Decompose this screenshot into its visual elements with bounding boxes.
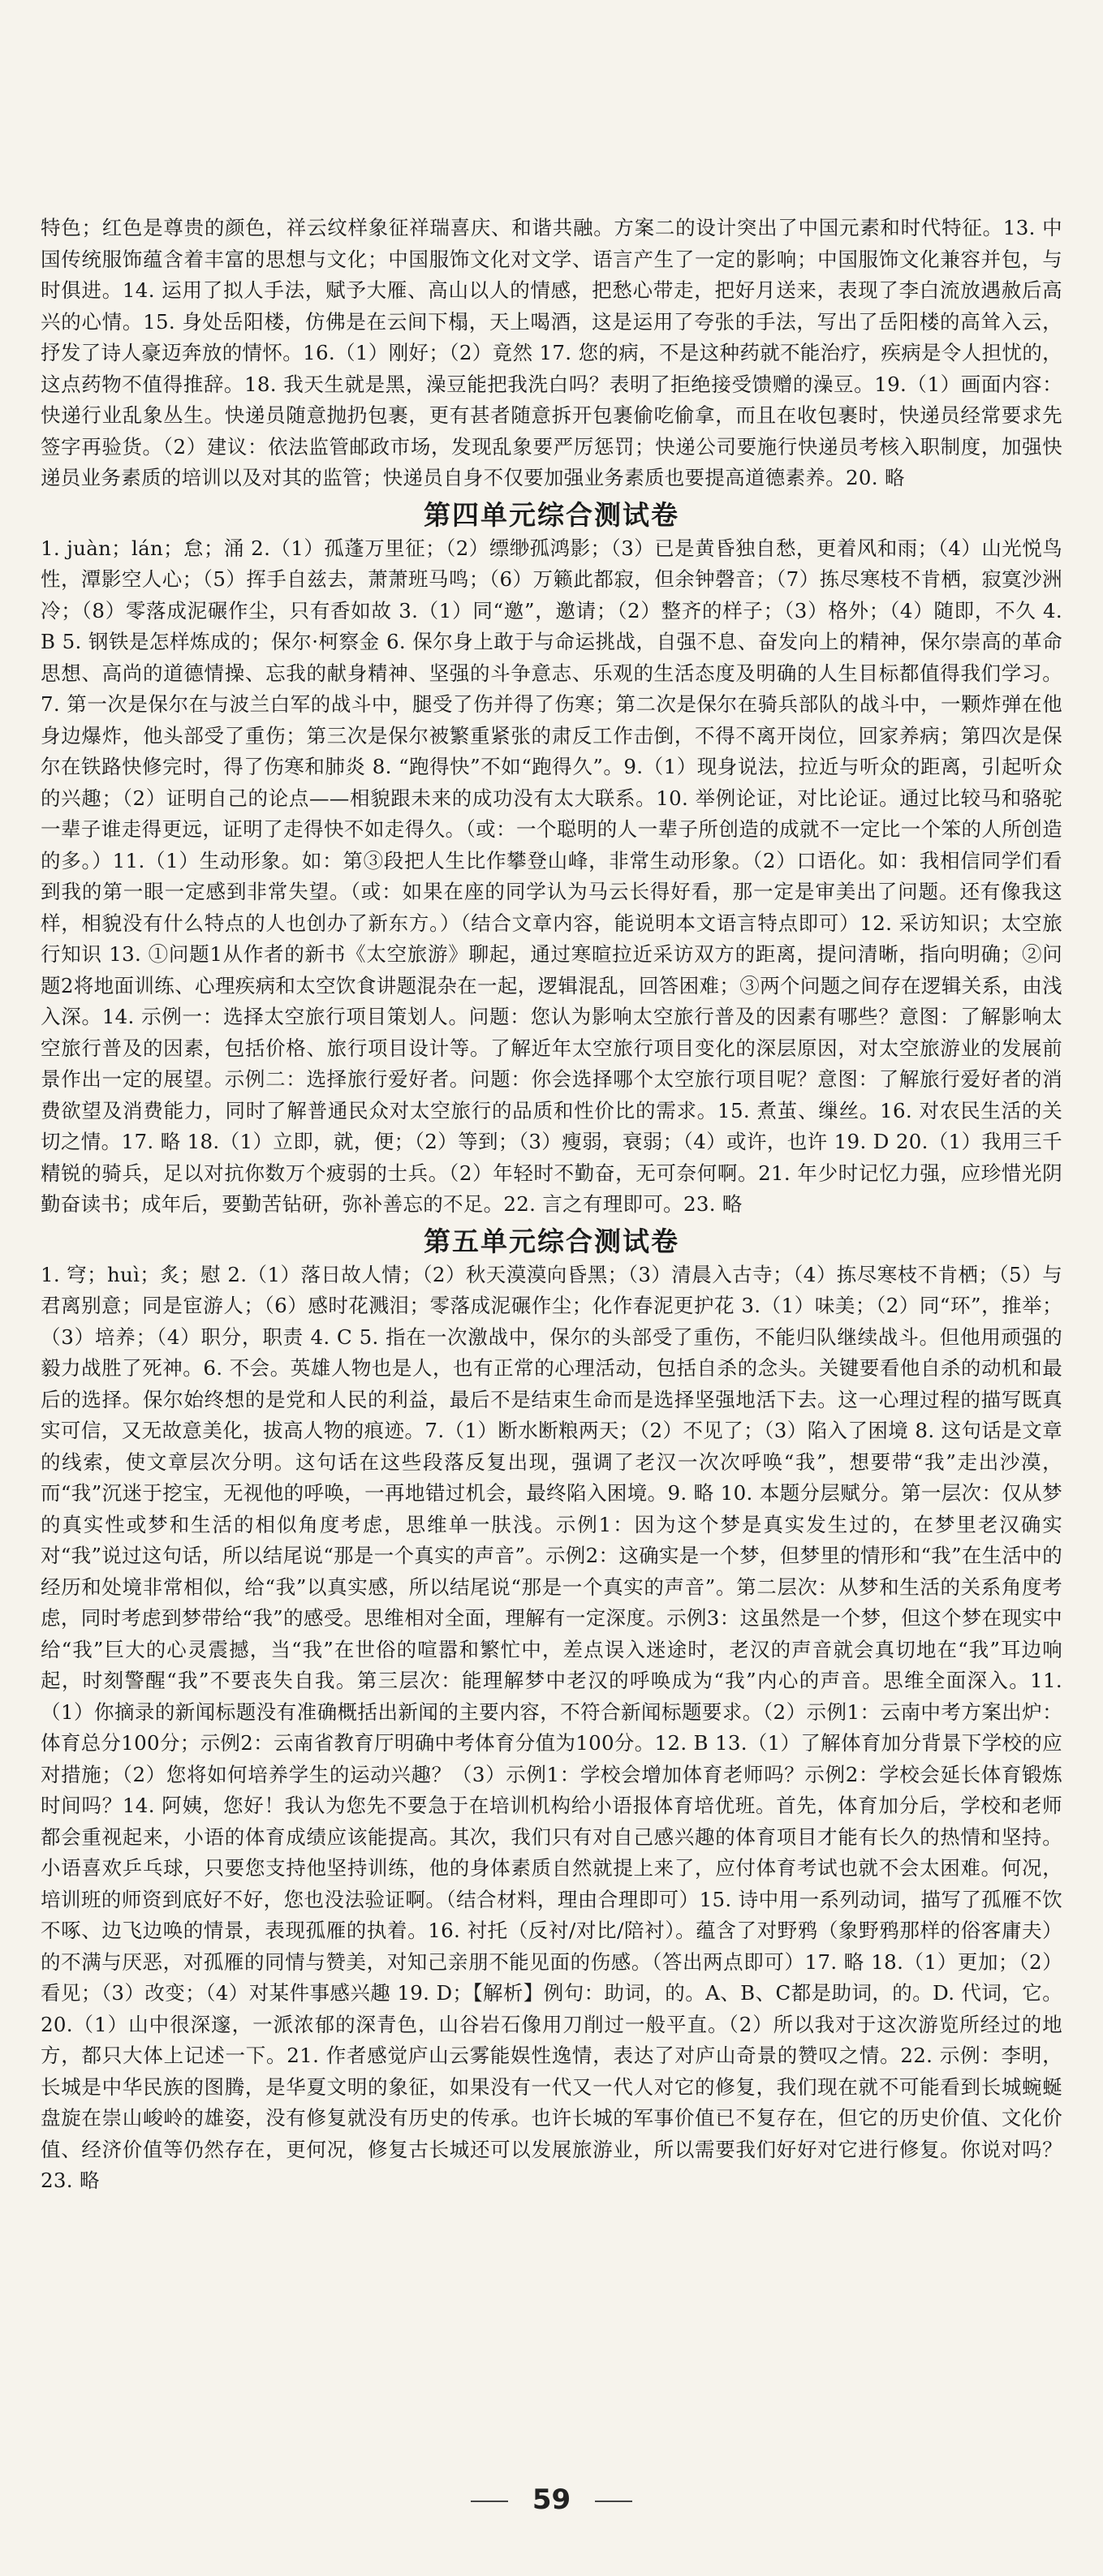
unit5-section-title: 第五单元综合测试卷	[424, 1225, 679, 1257]
answers-continued-block: 特色；红色是尊贵的颜色，祥云纹样象征祥瑞喜庆、和谐共融。方案二的设计突出了中国元素和时代特征。13. 中国传统服饰蕴含着丰富的思想与文化；中国服饰文化对文学、语言产生了一定的影响；中国服饰文化兼容并包，与时俱进。14. 运用了拟人手法，赋予大雁、高山以人的情感，把愁心带走，把好月送来，表现了李白流放遇赦后高兴的心情。15. 身处岳阳楼，仿佛是在云间下榻，天上喝酒，这是运用了夸张的手法，写出了岳阳楼的高耸入云，抒发了诗人豪迈奔放的情怀。16.（1）刚好；（2）竟然 17. 您的病，不是这种药就不能治疗，疾病是令人担忧的，这点药物不值得推辞。18. 我天生就是黑，澡豆能把我洗白吗？表明了拒绝接受馈赠的澡豆。19.（1）画面内容：快递行业乱象丛生。快递员随意抛扔包裹，更有甚者随意拆开包裹偷吃偷拿，而且在收包裹时，快递员经常要求先签字再验货。（2）建议：依法监管邮政市场，发现乱象要严厉惩罚；快递公司要施行快递员考核入职制度，加强快递员业务素质的培训以及对其的监管；快递员自身不仅要加强业务素质也要提高道德素养。20. 略	[41, 216, 1062, 489]
unit5-answers-block: 1. 穹；huì；炙；慰 2.（1）落日故人情；（2）秋天漠漠向昏黑；（3）清晨入古寺；（4）拣尽寒枝不肯栖；（5）与君离别意；同是宦游人；（6）感时花溅泪；零落成泥碾作尘；化作春泥更护花 3.（1）味美；（2）同“环”，推举；（3）培养；（4）职分，职责 4. C 5. 指在一次激战中，保尔的头部受了重伤，不能归队继续战斗。但他用顽强的毅力战胜了死神。6. 不会。英雄人物也是人，也有正常的心理活动，包括自杀的念头。关键要看他自杀的动机和最后的选择。保尔始终想的是党和人民的利益，最后不是结束生命而是选择坚强地活下去。这一心理过程的描写既真实可信，又无故意美化，拔高人物的痕迹。7.（1）断水断粮两天；（2）不见了；（3）陷入了困境 8. 这句话是文章的线索，使文章层次分明。这句话在这些段落反复出现，强调了老汉一次次呼唤“我”，想要带“我”走出沙漠，而“我”沉迷于挖宝，无视他的呼唤，一再地错过机会，最终陷入困境。9. 略 10. 本题分层赋分。第一层次：仅从梦的真实性或梦和生活的相似角度考虑，思维单一肤浅。示例1：因为这个梦是真实发生过的，在梦里老汉确实对“我”说过这句话，所以结尾说“那是一个真实的声音”。示例2：这确实是一个梦，但梦里的情形和“我”在生活中的经历和处境非常相似，给“我”以真实感，所以结尾说“那是一个真实的声音”。第二层次：从梦和生活的关系角度考虑，同时考虑到梦带给“我”的感受。思维相对全面，理解有一定深度。示例3：这虽然是一个梦，但这个梦在现实中给“我”巨大的心灵震撼，当“我”在世俗的喧嚣和繁忙中，差点误入迷途时，老汉的声音就会真切地在“我”耳边响起，时刻警醒“我”不要丧失自我。第三层次：能理解梦中老汉的呼唤成为“我”内心的声音。思维全面深入。11.（1）你摘录的新闻标题没有准确概括出新闻的主要内容，不符合新闻标题要求。（2）示例1：云南中考方案出炉：体育总分100分；示例2：云南省教育厅明确中考体育分值为100分。12. B 13.（1）了解体育加分背景下学校的应对措施；（2）您将如何培养学生的运动兴趣？（3）示例1：学校会增加体育老师吗？示例2：学校会延长体育锻炼时间吗？14. 阿姨，您好！我认为您先不要急于在培训机构给小语报体育培优班。首先，体育加分后，学校和老师都会重视起来，小语的体育成绩应该能提高。其次，我们只有对自己感兴趣的体育项目才能有长久的热情和坚持。小语喜欢乒乓球，只要您支持他坚持训练，他的身体素质自然就提上来了，应付体育考试也就不会太困难。何况，培训班的师资到底好不好，您也没法验证啊。（结合材料，理由合理即可）15. 诗中用一系列动词，描写了孤雁不饮不啄、边飞边唤的情景，表现孤雁的执着。16. 衬托（反衬/对比/陪衬）。蕴含了对野鸦（象野鸦那样的俗客庸夫）的不满与厌恶，对孤雁的同情与赞美，对知己亲朋不能见面的伤感。（答出两点即可）17. 略 18.（1）更加；（2）看见；（3）改变；（4）对某件事感兴趣 19. D；【解析】例句：助词，的。A、B、C都是助词，的。D. 代词，它。20.（1）山中很深邃，一派浓郁的深青色，山谷岩石像用刀削过一般平直。（2）所以我对于这次游览所经过的地方，都只大体上记述一下。21. 作者感觉庐山云雾能娱性逸情，表达了对庐山奇景的赞叹之情。22. 示例：李明，长城是中华民族的图腾，是华夏文明的象征，如果没有一代又一代人对它的修复，我们现在就不可能看到长城蜿蜒盘旋在崇山峻岭的雄姿，没有修复就没有历史的传承。也许长城的军事价值已不复存在，但它的历史价值、文化价值、经济价值等仍然存在，更何况，修复古长城还可以发展旅游业，所以需要我们好好对它进行修复。你说对吗？23. 略	[41, 1262, 1062, 2192]
footer-right-rule	[595, 2501, 632, 2502]
unit4-answers-block: 1. juàn；lán；怠；涌 2.（1）孤蓬万里征；（2）缥缈孤鸿影；（3）已是黄昏独自愁，更着风和雨；（4）山光悦鸟性，潭影空人心；（5）挥手自兹去，萧萧班马鸣；（6）万籁此都寂，但余钟磬音；（7）拣尽寒枝不肯栖，寂寞沙洲冷；（8）零落成泥碾作尘，只有香如故 3.（1）同“邀”，邀请；（2）整齐的样子；（3）格外；（4）随即，不久 4. B 5. 钢铁是怎样炼成的；保尔·柯察金 6. 保尔身上敢于与命运挑战，自强不息、奋发向上的精神，保尔崇高的革命思想、高尚的道德情操、忘我的献身精神、坚强的斗争意志、乐观的生活态度及明确的人生目标都值得我们学习。7. 第一次是保尔在与波兰白军的战斗中，腿受了伤并得了伤寒；第二次是保尔在骑兵部队的战斗中，一颗炸弹在他身边爆炸，他头部受了重伤；第三次是保尔被繁重紧张的肃反工作击倒，不得不离开岗位，回家养病；第四次是保尔在铁路快修完时，得了伤寒和肺炎 8. “跑得快”不如“跑得久”。9.（1）现身说法，拉近与听众的距离，引起听众的兴趣；（2）证明自己的论点——相貌跟未来的成功没有太大联系。10. 举例论证，对比论证。通过比较马和骆驼一辈子谁走得更远，证明了走得快不如走得久。（或：一个聪明的人一辈子所创造的成就不一定比一个笨的人所创造的多。）11.（1）生动形象。如：第③段把人生比作攀登山峰，非常生动形象。（2）口语化。如：我相信同学们看到我的第一眼一定感到非常失望。（或：如果在座的同学认为马云长得好看，那一定是审美出了问题。还有像我这样，相貌没有什么特点的人也创办了新东方。）（结合文章内容，能说明本文语言特点即可）12. 采访知识；太空旅行知识 13. ①问题1从作者的新书《太空旅游》聊起，通过寒暄拉近采访双方的距离，提问清晰，指向明确；②问题2将地面训练、心理疾病和太空饮食讲题混杂在一起，逻辑混乱，回答困难；③两个问题之间存在逻辑关系，由浅入深。14. 示例一：选择太空旅行项目策划人。问题：您认为影响太空旅行普及的因素有哪些？意图：了解影响太空旅行普及的因素，包括价格、旅行项目设计等。了解近年太空旅行项目变化的深层原因，对太空旅游业的发展前景作出一定的展望。示例二：选择旅行爱好者。问题：你会选择哪个太空旅行项目呢？意图：了解旅行爱好者的消费欲望及消费能力，同时了解普通民众对太空旅行的品质和性价比的需求。15. 煮茧、缫丝。16. 对农民生活的关切之情。17. 略 18.（1）立即，就，便；（2）等到；（3）瘦弱，衰弱；（4）或许，也许 19. D 20.（1）我用三千精锐的骑兵，足以对抗你数万个疲弱的士兵。（2）年轻时不勤奋，无可奈何啊。21. 年少时记忆力强，应珍惜光阴勤奋读书；成年后，要勤苦钻研，弥补善忘的不足。22. 言之有理即可。23. 略	[41, 536, 1062, 1216]
page-footer	[0, 2483, 1103, 2516]
unit4-section-title: 第四单元综合测试卷	[424, 498, 679, 531]
footer-left-rule	[471, 2501, 508, 2502]
page-number: 59	[532, 2483, 571, 2516]
